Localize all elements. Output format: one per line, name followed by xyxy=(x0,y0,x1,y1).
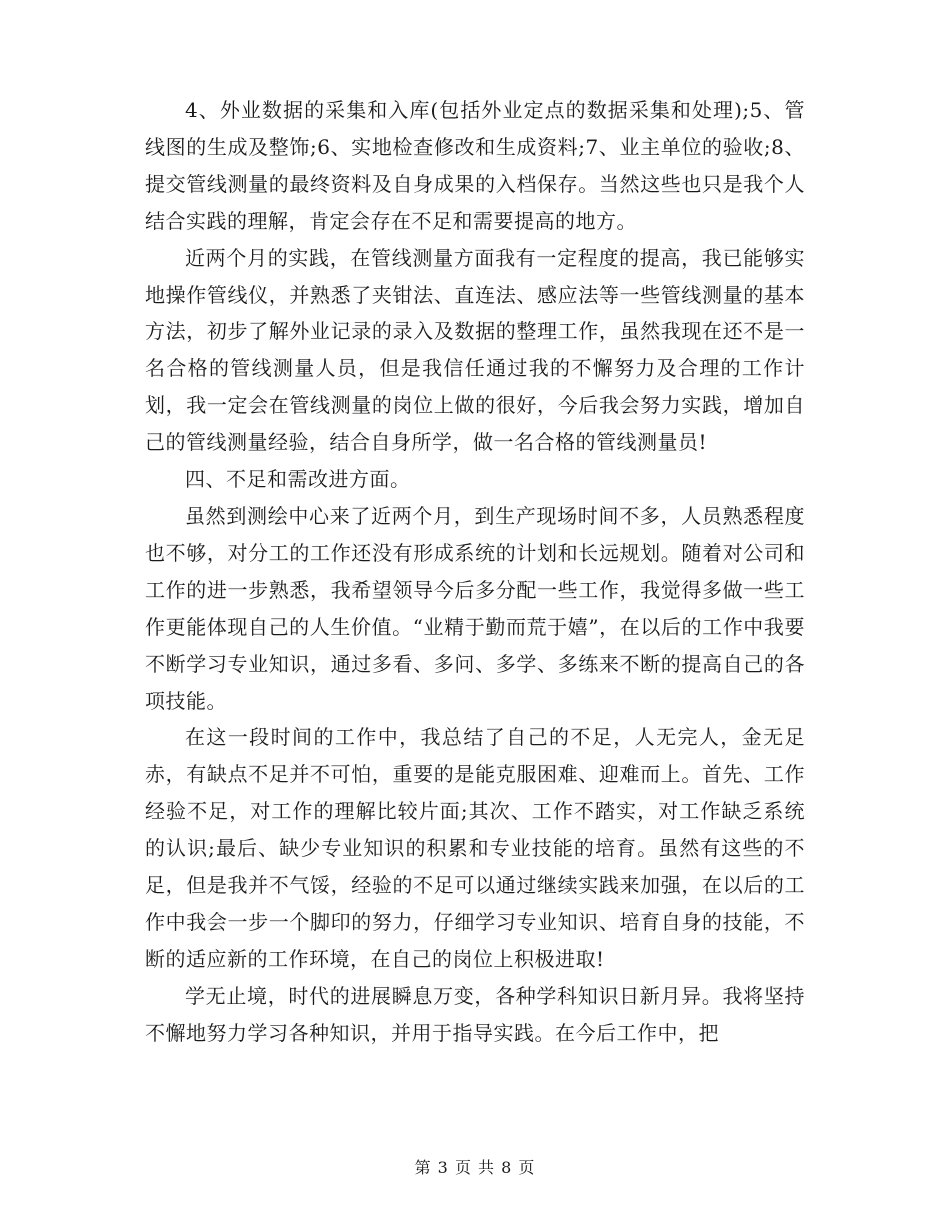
paragraph-shortcomings: 虽然到测绘中心来了近两个月，到生产现场时间不多，人员熟悉程度也不够，对分工的工作还没有形成系统的计划和长远规划。随着对公司和工作的进一步熟悉，我希望领导今后多分配一些工作，我觉得多做一些工作更能体现自己的人生价值。“业精于勤而荒于嬉”，在以后的工作中我要不断学习专业知识，通过多看、多问、多学、多练来不断的提高自己的各项技能。 xyxy=(145,503,805,713)
section-heading-shortcomings: 四、不足和需改进方面。 xyxy=(185,467,411,492)
paragraph-practice-progress: 近两个月的实践，在管线测量方面我有一定程度的提高，我已能够实地操作管线仪，并熟悉了夹钳法、直连法、感应法等一些管线测量的基本方法，初步了解外业记录的录入及数据的整理工作，虽然我现在还不是一名合格的管线测量人员，但是我信任通过我的不懈努力及合理的工作计划，我一定会在管线测量的岗位上做的很好，今后我会努力实践，增加自己的管线测量经验，结合自身所学，做一名合格的管线测量员! xyxy=(145,245,805,455)
paragraph-continuous-learning: 学无止境，时代的进展瞬息万变，各种学科知识日新月异。我将坚持不懈地努力学习各种知识，并用于指导实践。在今后工作中，把 xyxy=(145,983,805,1045)
document-body xyxy=(145,92,805,1052)
paragraph-self-summary: 在这一段时间的工作中，我总结了自己的不足，人无完人，金无足赤，有缺点不足并不可怕，重要的是能克服困难、迎难而上。首先、工作经验不足，对工作的理解比较片面;其次、工作不踏实，对工作缺乏系统的认识;最后、缺少专业知识的积累和专业技能的培育。虽然有这些的不足，但是我并不气馁，经验的不足可以通过继续实践来加强，在以后的工作中我会一步一个脚印的努力，仔细学习专业知识、培育自身的技能，不断的适应新的工作环境，在自己的岗位上积极进取! xyxy=(145,725,805,971)
page-number-footer: 第 3 页 共 8 页 xyxy=(414,1158,536,1177)
paragraph-task-list: 4、外业数据的采集和入库(包括外业定点的数据采集和处理);5、管线图的生成及整饰;6、实地检查修改和生成资料;7、业主单位的验收;8、提交管线测量的最终资料及自身成果的入档保存。当然这些也只是我个人结合实践的理解，肯定会存在不足和需要提高的地方。 xyxy=(145,98,805,233)
